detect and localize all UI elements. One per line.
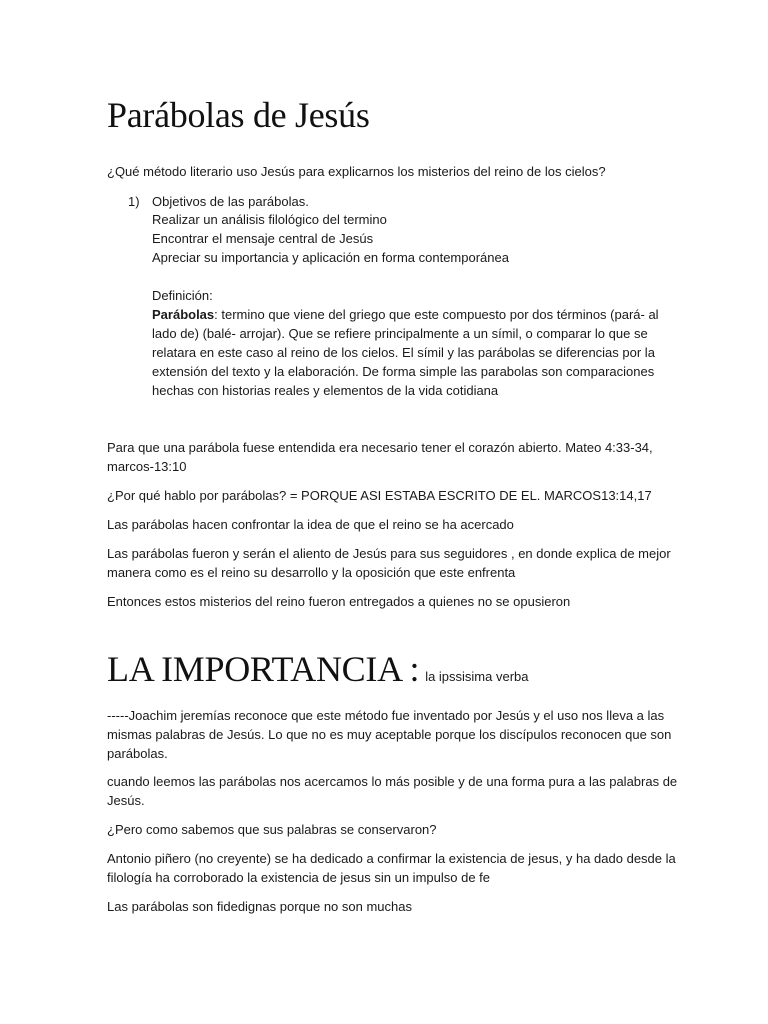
definition-line: relatara en este caso al reino de los cielos. El símil y las parábolas se diferencias por la [152,345,655,360]
paragraph-line: mismas palabras de Jesús. Lo que no es muy aceptable porque los discípulos reconocen que son [107,727,672,742]
paragraph-line: filología ha corroborado la existencia de jesus sin un impulso de fe [107,870,491,885]
section-heading-title: LA IMPORTANCIA : [107,649,420,689]
definition-line: hechas con historias reales y elementos de la vida cotidiana [152,383,499,398]
paragraph-line: parábolas. [107,746,168,761]
definition-text: : termino que viene del griego que este compuesto por dos términos (pará- al [214,307,659,322]
section-subheading: la ipssisima verba [425,669,529,684]
intro-question: ¿Qué método literario uso Jesús para explicarnos los misterios del reino de los cielos? [107,164,606,179]
paragraph-line: Las parábolas son fidedignas porque no son muchas [107,899,412,914]
paragraph-line: marcos-13:10 [107,459,187,474]
list-item: Objetivos de las parábolas. [152,194,309,209]
paragraph-line: Las parábolas hacen confrontar la idea de que el reino se ha acercado [107,517,514,532]
definition-heading: Definición: [152,288,213,303]
paragraph-line: -----Joachim jeremías reconoce que este método fue inventado por Jesús y el uso nos lleva a las [107,708,665,723]
paragraph-line: ¿Pero como sabemos que sus palabras se conservaron? [107,822,437,837]
paragraph-line: manera como es el reino su desarrollo y la oposición que este enfrenta [107,565,516,580]
list-number: 1) [128,194,140,209]
paragraph-line: cuando leemos las parábolas nos acercamos lo más posible y de una forma pura a las palabras de [107,774,678,789]
paragraph-line: ¿Por qué hablo por parábolas? = PORQUE ASI ESTABA ESCRITO DE EL. MARCOS13:14,17 [107,488,652,503]
definition-line: lado de) (balé- arrojar). Que se refiere principalmente a un símil, o comparar lo que se [152,326,648,341]
paragraph-line: Entonces estos misterios del reino fueron entregados a quienes no se opusieron [107,594,571,609]
list-item: Apreciar su importancia y aplicación en forma contemporánea [152,250,509,265]
page-title: Parábolas de Jesús [107,95,370,135]
paragraph-line: Jesús. [107,793,145,808]
paragraph-line: Antonio piñero (no creyente) se ha dedicado a confirmar la existencia de jesus, y ha dado desde la [107,851,676,866]
paragraph-line: Para que una parábola fuese entendida era necesario tener el corazón abierto. Mateo 4:33-34, [107,440,653,455]
definition-line: extensión del texto y la elaboración. De forma simple las parabolas son comparaciones [152,364,655,379]
section-heading [107,646,529,692]
list-item: Encontrar el mensaje central de Jesús [152,231,374,246]
definition-term: Parábolas [152,307,215,322]
paragraph-line: Las parábolas fueron y serán el aliento de Jesús para sus seguidores , en donde explica de mejor [107,546,671,561]
definition-line [152,305,659,324]
list-item: Realizar un análisis filológico del termino [152,212,387,227]
